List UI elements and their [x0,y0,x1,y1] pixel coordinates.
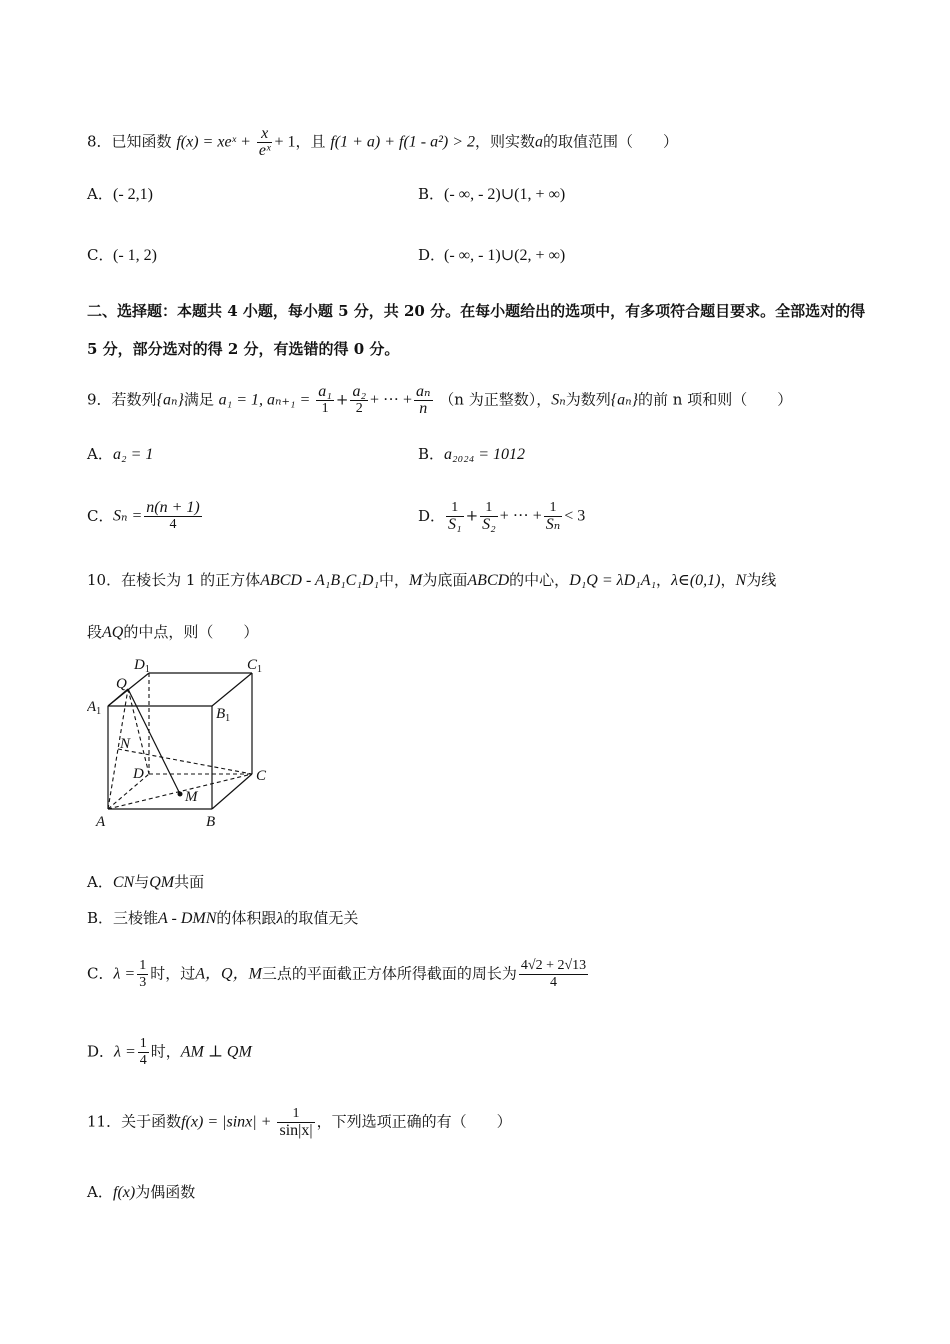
q11-stem: 11．关于函数f(x) = |sinx| + $\frac{1}{\sin|x|}$ ，下列选项正确的有（ ） [87,1106,512,1139]
q9-stem: 9．若数列{aₙ}满足 a₁ = 1, aₙ₊₁ = $\frac{\text{a₁}}{1}$ + $\frac{\text{a₂}}{2}$ + ··· + $\frac{\text{aₙ}}{n}$ （n 为正整数），Sₙ为数列{aₙ}的前 n 项和则（ ） [87,383,793,417]
q9-option-b: B．a₂₀₂₄ = 1012 [418,445,526,463]
section-2-instructions: 二、选择题：本题共 4 小题，每小题 5 分，共 20 分。在每小题给出的选项中，有多项符合题目要求。全部选对的得 5 分，部分选对的得 2 分，有选错的得 0 分。 [87,302,866,358]
label-m: M [185,789,198,805]
q8-formula: f(x) = xeˣ + [176,133,255,151]
q10-option-d: D．λ = $\frac{1}{4}$ 时，AM ⊥ QM [87,1036,252,1068]
q10-option-c: C．λ = $\frac{1}{3}$ 时，过A，Q，M三点的平面截正方体所得截面的周长为 $\frac{4√2 + 2√13}{4}$ [87,958,587,990]
point-m [178,792,183,797]
q10-option-a: A．CN与QM共面 [87,873,205,891]
q8-option-d: D．(- ∞, - 1)∪(2, + ∞) [418,246,566,264]
label-c1: $C_1$ [247,657,263,675]
label-n: N [120,736,131,752]
q9-option-a: A．a₂ = 1 [87,445,154,463]
q8-fraction: $\frac{x}{\text{eˣ}}$ [258,125,271,159]
label-a1: $A_1$ [87,699,102,717]
q11-option-a: A．f(x)为偶函数 [87,1183,196,1201]
q8-stem: 8．已知函数 f(x) = xeˣ + $\frac{x}{\text{eˣ}}$ + 1，且 f(1 + a) + f(1 - a²) > 2，则实数a的取值范围（ ） [87,125,679,159]
label-c: C [256,768,267,784]
q10-option-b: B．三棱锥A - DMN的体积跟λ的取值无关 [87,909,359,927]
cube-figure [87,652,287,832]
q10-stem-line1: 10．在棱长为 1 的正方体ABCD - A₁B₁C₁D₁中，M为底面ABCD的中心，D₁Q = λD₁A₁，λ∈(0,1)，N为线 [87,571,777,589]
label-d1: $D_1$ [134,657,150,675]
q8-option-c: C．(- 1, 2) [87,246,157,264]
label-q: Q [116,676,127,692]
label-b: B [206,814,216,830]
label-b1: $B_1$ [216,706,231,724]
q8-condition: f(1 + a) + f(1 - a²) > 2 [330,133,476,151]
q8-option-a: A．(- 2,1) [87,185,153,203]
label-a: A [96,814,106,830]
q8-option-b: B．(- ∞, - 2)∪(1, + ∞) [418,185,566,203]
q9-option-c: C．Sₙ = $\frac{n(n + 1)}{4}$ [87,499,200,532]
q9-option-d: D． $\frac{1}{\text{S₁}}$ + $\frac{1}{\text{S₂}}$ + ··· + $\frac{1}{\text{Sₙ}}$ < 3 [418,500,586,533]
q10-stem-line2: 段AQ的中点，则（ ） [87,623,259,641]
label-d: D [133,766,144,782]
